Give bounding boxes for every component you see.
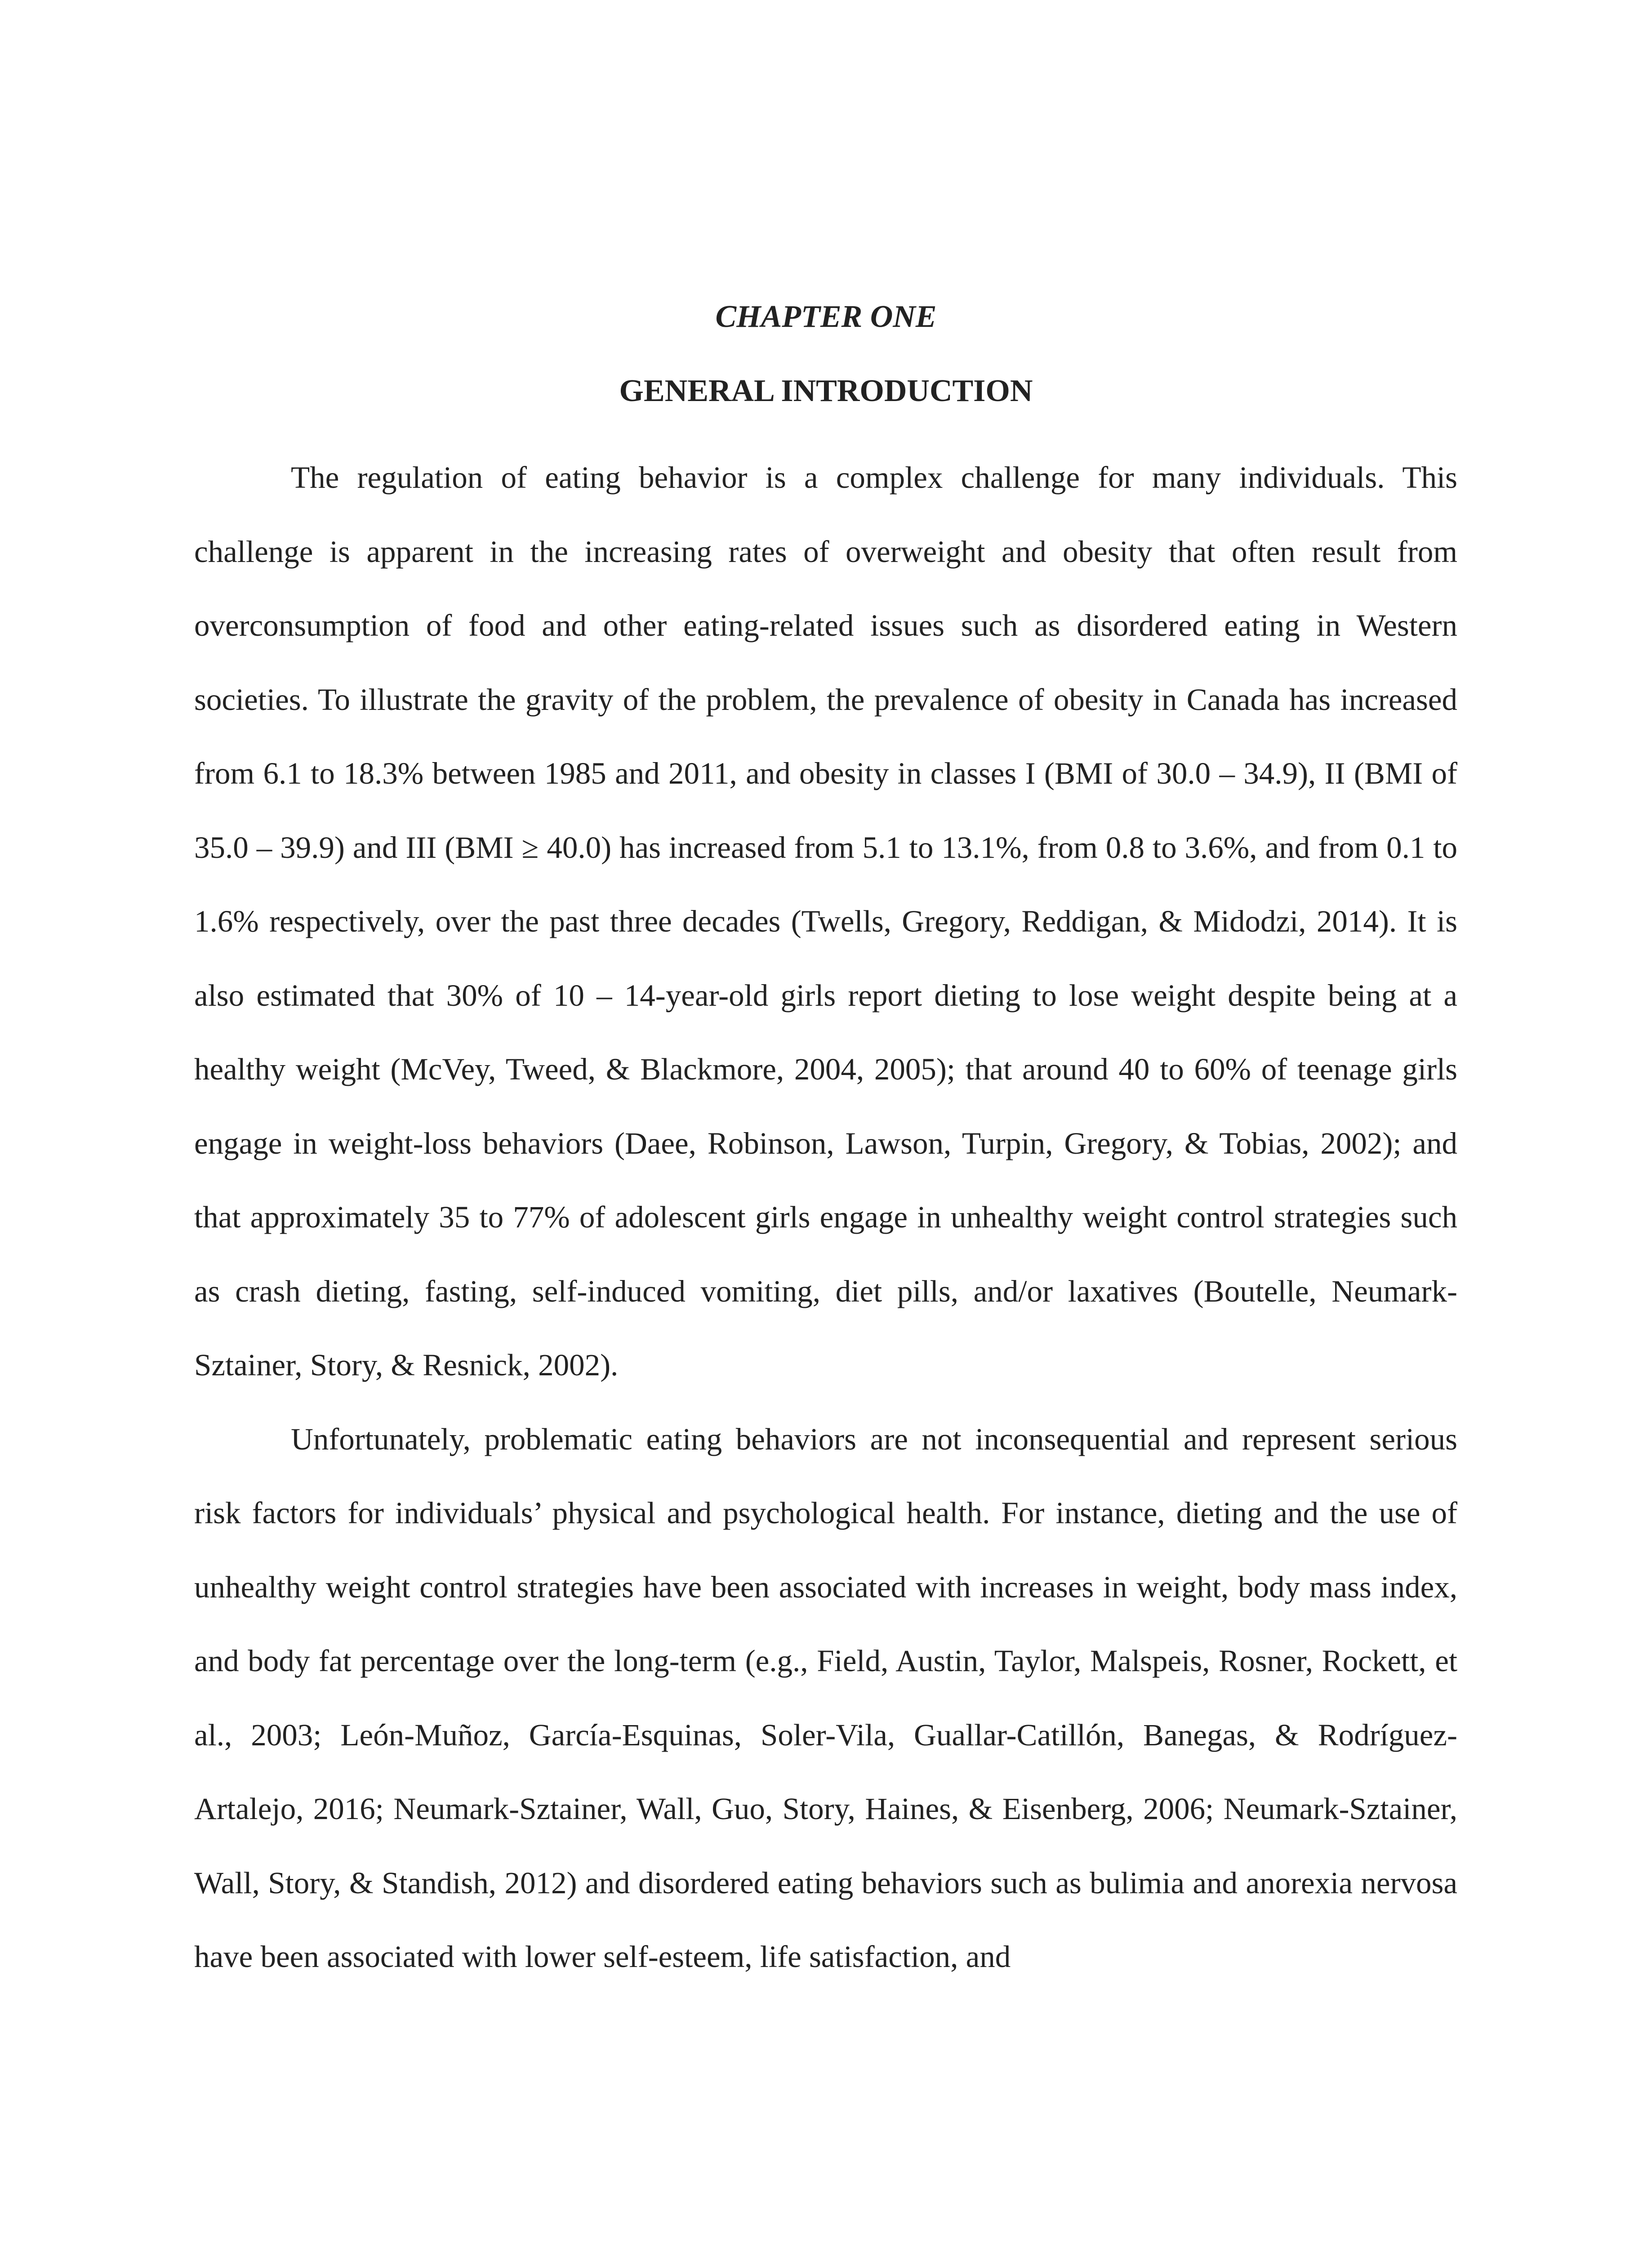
- body-text: [194, 441, 1457, 1994]
- chapter-label: CHAPTER ONE: [715, 299, 937, 334]
- chapter-title: GENERAL INTRODUCTION: [619, 374, 1033, 408]
- paragraph-1: The regulation of eating behavior is a complex challenge for many individuals. This challenge is apparent in the increasing rates of overweight and obesity that often result from overconsumption of food and other eating-related issues such as disordered eating in Western societies. To illustrate the gravity of the problem, the prevalence of obesity in Canada has increased from 6.1 to 18.3% between 1985 and 2011, and obesity in classes I (BMI of 30.0 – 34.9), II (BMI of 35.0 – 39.9) and III (BMI ≥ 40.0) has increased from 5.1 to 13.1%, from 0.8 to 3.6%, and from 0.1 to 1.6% respectively, over the past three decades (Twells, Gregory, Reddigan, & Midodzi, 2014). It is also estimated that 30% of 10 – 14-year-old girls report dieting to lose weight despite being at a healthy weight (McVey, Tweed, & Blackmore, 2004, 2005); that around 40 to 60% of teenage girls engage in weight-loss behaviors (Daee, Robinson, Lawson, Turpin, Gregory, & Tobias, 2002); and that approximately 35 to 77% of adolescent girls engage in unhealthy weight control strategies such as crash dieting, fasting, self-induced vomiting, diet pills, and/or laxatives (Boutelle, Neumark-Sztainer, Story, & Resnick, 2002).: [194, 460, 1457, 1382]
- paragraph-2: Unfortunately, problematic eating behaviors are not inconsequential and represent serious risk factors for individuals’ physical and psychological health. For instance, dieting and the use of unhealthy weight control strategies have been associated with increases in weight, body mass index, and body fat percentage over the long-term (e.g., Field, Austin, Taylor, Malspeis, Rosner, Rockett, et al., 2003; León-Muñoz, García-Esquinas, Soler-Vila, Guallar-Catillón, Banegas, & Rodríguez-Artalejo, 2016; Neumark-Sztainer, Wall, Guo, Story, Haines, & Eisenberg, 2006; Neumark-Sztainer, Wall, Story, & Standish, 2012) and disordered eating behaviors such as bulimia and anorexia nervosa have been associated with lower self-esteem, life satisfaction, and: [194, 1422, 1457, 1974]
